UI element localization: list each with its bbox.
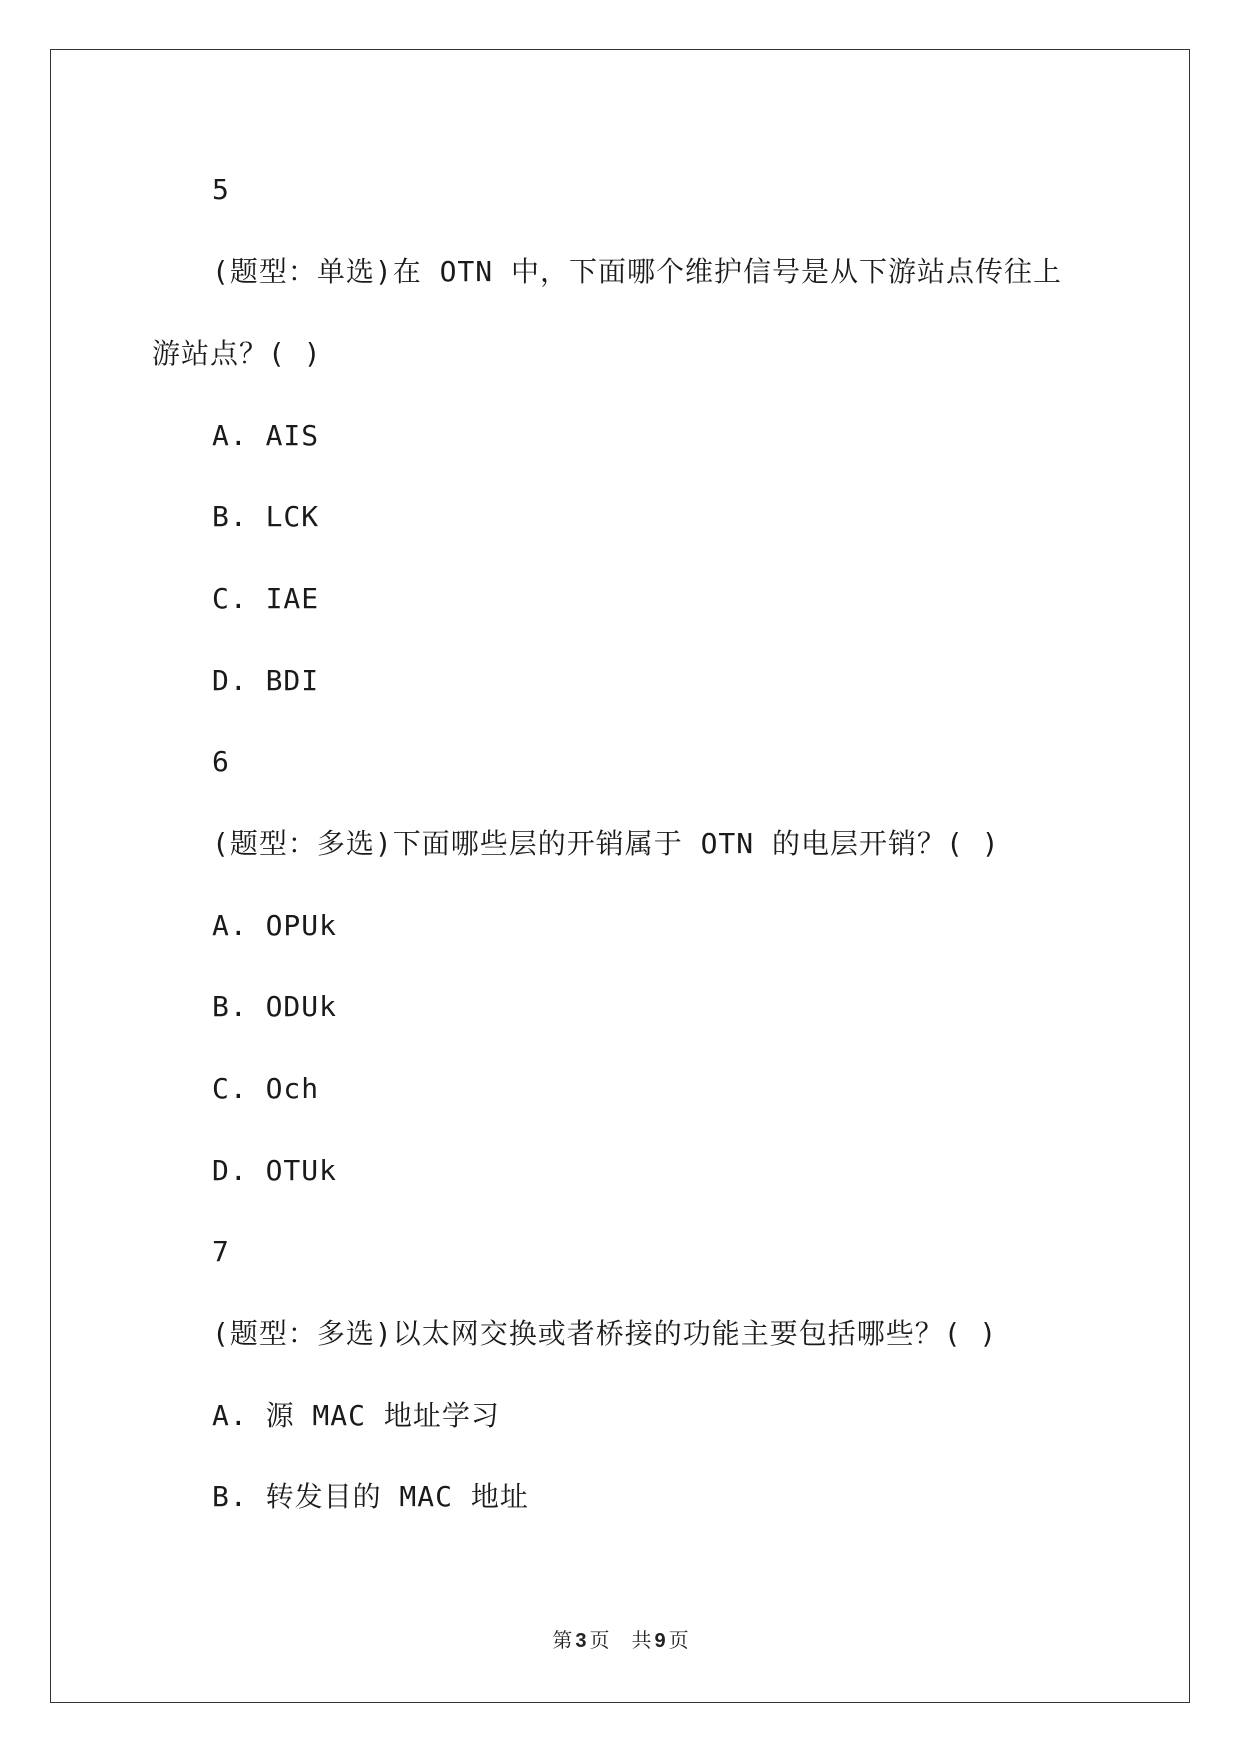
total-pages-number: 9 — [654, 1630, 666, 1652]
option-b: B. 转发目的 MAC 地址 — [212, 1480, 529, 1513]
option-a: A. OPUk — [212, 909, 338, 942]
question-number: 5 — [212, 173, 230, 206]
question-stem: (题型：多选)下面哪些层的开销属于 OTN 的电层开销？( ) — [212, 827, 1000, 860]
question-stem-continued: 游站点？( ) — [152, 337, 322, 370]
question-stem: (题型：单选)在 OTN 中，下面哪个维护信号是从下游站点传往上 — [212, 255, 1063, 288]
footer-page-word: 页 — [589, 1628, 610, 1652]
page-border — [50, 49, 1190, 1703]
page-footer — [0, 1628, 1241, 1653]
option-d: D. OTUk — [212, 1154, 338, 1187]
question-number: 7 — [212, 1235, 230, 1268]
option-a: A. 源 MAC 地址学习 — [212, 1399, 500, 1432]
option-c: C. IAE — [212, 582, 320, 615]
question-number: 6 — [212, 745, 230, 778]
option-b: B. LCK — [212, 500, 320, 533]
footer-prefix: 第 — [552, 1628, 573, 1652]
option-c: C. Och — [212, 1072, 320, 1105]
footer-total-suffix: 页 — [668, 1628, 689, 1652]
footer-total-prefix: 共 — [631, 1628, 652, 1652]
current-page-number: 3 — [575, 1630, 587, 1652]
question-stem: (题型：多选)以太网交换或者桥接的功能主要包括哪些？( ) — [212, 1317, 998, 1350]
option-b: B. ODUk — [212, 990, 338, 1023]
option-a: A. AIS — [212, 419, 320, 452]
option-d: D. BDI — [212, 664, 320, 697]
